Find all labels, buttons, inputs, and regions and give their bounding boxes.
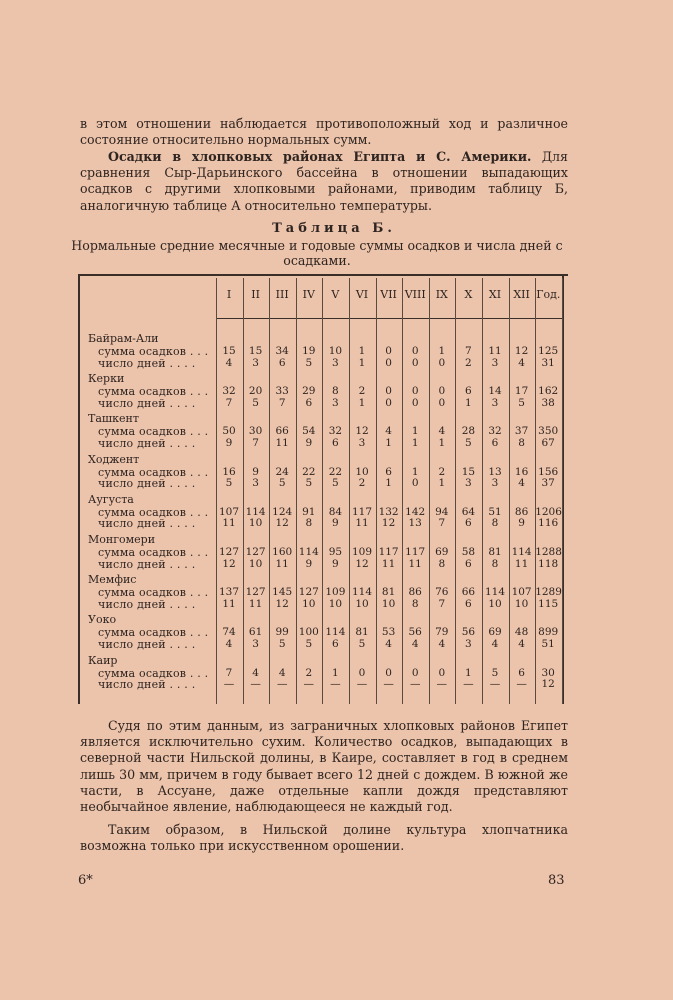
table-left-rule [78,274,80,704]
column-header: VIII [404,288,426,301]
row-label-days: число дней . . . . [98,356,196,370]
table-cell: 10 [355,597,369,610]
table-cell: 32 [328,425,343,438]
table-cell: 0 [385,356,392,369]
station-name: Мемфис [88,573,137,587]
table-cell: 7 [278,396,286,409]
table-cell: 9 [305,557,313,570]
table-title: Таблица Б. [272,221,396,236]
table-cell: 56 [408,626,422,639]
table-cell: 3 [465,637,472,650]
table-cell: 1 [411,436,419,449]
table-cell: — [516,678,527,691]
table-cell: 117 [405,546,426,558]
table-cell: 3 [465,477,472,490]
table-cell: 4 [385,637,392,650]
table-cell: 0 [438,666,446,679]
column-header: V [331,288,340,301]
table-cell: 127 [245,546,266,558]
table-cell: 2 [465,356,472,369]
row-label-days: число дней . . . . [98,637,196,651]
column-header: X [464,288,473,301]
station-name: Байрам-Али [88,332,159,345]
table-cell: 3 [491,356,499,369]
station-name: Монгомери [88,533,156,546]
table-cell: 12 [514,345,529,357]
table-cell: 32 [488,425,502,438]
table-cell: 9 [332,557,339,570]
table-cell: 17 [514,385,529,398]
table-cell: 9 [252,465,259,478]
table-cell: 0 [385,396,392,409]
table-cell: 1 [438,477,446,490]
table-cell: 28 [461,425,476,438]
table-cell: 114 [298,546,319,558]
table-cell: — [463,678,474,691]
table-cell: 115 [538,597,559,610]
table-cell: 12 [222,557,236,570]
table-cell: 95 [328,546,343,558]
row-label-sum: сумма осадков . . . [98,546,209,559]
table-cell: 12 [275,517,289,530]
table-cell: 107 [218,505,240,518]
table-cell: 6 [465,385,472,398]
table-cell: 11 [248,597,263,610]
table-cell: 1 [385,436,392,449]
table-cell: 5 [252,396,259,409]
table-cell: 899 [538,626,559,639]
row-label-days: число дней . . . . [98,517,196,531]
table-cell: 124 [272,505,293,518]
table-cell: 0 [411,666,419,679]
table-cell: 4 [225,637,233,650]
table-cell: 2 [358,385,366,398]
table-cell: 22 [302,465,316,478]
table-cell: 11 [514,557,529,570]
table-cell: 11 [275,557,289,570]
column-header: XII [513,288,530,301]
table-cell: 0 [438,385,446,398]
table-caption: Нормальные средние месячные и годовые суммы осадков и числа дней с осадками. [71,238,563,268]
table-cell: 127 [298,586,319,599]
table-cell: 7 [438,597,446,610]
table-cell: 67 [541,436,555,449]
table-cell: 14 [488,385,502,398]
table-cell: 1 [358,356,366,369]
table-cell: — [383,678,394,691]
table-cell: 86 [408,586,422,599]
column-header: IX [435,288,448,301]
table-cell: 10 [381,597,396,610]
table-cell: 1 [465,666,472,679]
table-cell: 12 [275,597,289,610]
table-cell: 8 [438,557,446,570]
table-cell: 6 [278,356,286,369]
table-cell: 10 [328,345,343,357]
table-cell: 0 [385,345,392,357]
table-cell: 137 [218,586,240,599]
table-cell: 84 [328,505,343,518]
table-cell: 3 [252,477,259,490]
table-cell: 81 [355,626,369,639]
table-cell: 125 [538,345,559,357]
conclusion-paragraph: Судя по этим данным, из заграничных хлопковых районов Египет является исключительно сухим. Количество осадков, выпадающих в северной части Нильской долины, в Каире, составляет в год в среднем лишь 30 мм, причем в году бывает всего 12 дней с дождем. В южной же части, в Ассуане, даже отдельные капли дождя представляют необычайное явление, наблюдающееся не каждый год. [80,718,568,815]
table-cell: 6 [491,436,499,449]
table-cell: 61 [248,626,263,639]
table-cell: 50 [222,425,236,438]
table-cell: — [276,678,288,691]
table-cell: 12 [355,557,369,570]
table-cell: 64 [461,505,476,518]
column-header: III [275,288,289,301]
table-cell: 11 [355,517,369,530]
table-cell: 4 [518,637,525,650]
table-cell: 1 [332,666,339,679]
table-cell: 58 [461,546,476,558]
table-cell: 7 [465,345,472,357]
table-cell: — [356,678,368,691]
table-cell: 5 [305,637,313,650]
table-cell: 8 [518,436,525,449]
table-cell: 3 [332,356,339,369]
table-cell: 3 [491,477,499,490]
table-cell: 4 [518,477,525,490]
table-cell: 10 [302,597,316,610]
table-cell: 76 [435,586,449,599]
table-cell: 1288 [535,546,562,558]
table-cell: 5 [518,396,525,409]
table-cell: 117 [378,546,399,558]
table-cell: 0 [438,396,446,409]
table-cell: 32 [222,385,236,398]
table-cell: 1 [411,425,419,438]
table-cell: 7 [438,517,446,530]
table-cell: 69 [435,546,449,558]
column-header: I [226,288,232,301]
table-cell: 127 [218,546,240,558]
table-cell: 7 [252,436,259,449]
table-cell: 1 [438,345,446,357]
table-cell: 8 [491,517,499,530]
column-header: Год. [536,288,561,301]
section-heading: Осадки в хлопковых районах Египта и С. Америки. [108,149,532,164]
table-cell: 6 [465,597,472,610]
row-label-sum: сумма осадков . . . [98,666,209,680]
table-cell: 51 [488,505,502,518]
row-label-sum: сумма осадков . . . [98,626,209,640]
table-cell: 81 [488,546,502,558]
table-cell: 8 [332,385,339,398]
station-name: Уоко [88,613,117,627]
table-cell: 1 [411,465,419,478]
table-cell: 1 [438,436,446,449]
table-cell: 127 [245,586,266,599]
table-cell: 114 [245,505,266,518]
table-header-rule [216,318,562,319]
table-cell: 20 [248,385,263,398]
table-cell: 66 [461,586,476,599]
table-cell: 4 [278,666,286,679]
station-name: Каир [88,653,118,667]
table-cell: 37 [541,477,555,490]
table-cell: 6 [518,666,525,679]
column-header: VII [380,288,397,301]
station-name: Керки [88,372,125,386]
table-cell: 2 [305,666,313,679]
table-cell: 22 [328,465,343,478]
page-number: 83 [548,873,565,888]
station-name: Ходжент [88,452,140,466]
table-cell: 1206 [535,505,562,518]
table-cell: 16 [514,465,529,478]
table-cell: 0 [438,356,446,369]
table-cell: 4 [518,356,525,369]
table-cell: 2 [438,465,446,478]
table-cell: 33 [275,385,289,398]
table-cell: 9 [518,517,525,530]
table-cell: 114 [351,586,373,599]
table-cell: 12 [541,678,555,691]
column-header: IV [302,288,315,301]
table-cell: 0 [411,356,419,369]
table-cell: 10 [248,517,263,530]
table-cell: 160 [272,546,293,558]
table-cell: 79 [435,626,449,639]
table-cell: 3 [252,356,259,369]
table-cell: 0 [411,385,419,398]
table-cell: 94 [435,505,449,518]
table-cell: 4 [225,356,233,369]
table-cell: 11 [408,557,422,570]
table-cell: 117 [351,505,373,518]
table-cell: 11 [222,597,236,610]
table-cell: 1 [358,345,366,357]
row-label-sum: сумма осадков . . . [98,345,209,358]
table-cell: 86 [514,505,529,518]
table-cell: 1 [358,396,366,409]
row-label-days: число дней . . . . [98,678,196,692]
column-divider [562,278,563,704]
table-cell: 38 [541,396,555,409]
row-label-sum: сумма осадков . . . [98,505,209,519]
table-cell: 6 [465,517,472,530]
table-cell: 0 [411,396,419,409]
table-cell: 10 [514,597,529,610]
table-cell: 350 [538,425,559,438]
table-cell: 3 [332,396,339,409]
table-cell: 12 [355,425,369,438]
table-cell: 5 [465,436,472,449]
table-cell: 6 [332,637,339,650]
table-cell: 8 [491,557,499,570]
table-cell: 56 [461,626,476,639]
table-cell: 4 [438,425,446,438]
table-cell: 5 [278,637,286,650]
table-cell: 5 [358,637,366,650]
row-label-sum: сумма осадков . . . [98,586,209,600]
table-cell: 31 [541,356,555,369]
row-label-days: число дней . . . . [98,597,196,611]
table-cell: 118 [538,557,559,570]
table-cell: 69 [488,626,502,639]
table-cell: — [330,678,341,691]
table-cell: 10 [328,597,343,610]
table-cell: 1289 [535,586,562,599]
table-cell: 81 [381,586,396,599]
table-cell: 15 [222,345,236,357]
table-cell: 6 [465,557,472,570]
column-header: VI [355,288,369,301]
table-cell: 107 [511,586,532,599]
table-cell: 53 [381,626,396,639]
table-cell: 9 [305,436,313,449]
table-cell: 0 [385,385,392,398]
table-cell: 4 [252,666,259,679]
section-paragraph [80,149,568,214]
precipitation-table [78,274,564,704]
table-cell: 16 [222,465,236,478]
table-cell: 12 [381,517,396,530]
table-cell: 4 [438,637,446,650]
column-header: XI [488,288,502,301]
table-cell: 114 [325,626,346,639]
table-cell: 4 [491,637,499,650]
table-cell: 99 [275,626,289,639]
table-cell: — [489,678,501,691]
table-cell: 0 [385,666,392,679]
table-cell: 0 [411,345,419,357]
table-cell: 30 [248,425,263,438]
table-cell: — [303,678,315,691]
table-cell: — [223,678,235,691]
table-cell: 132 [378,505,399,518]
table-cell: 4 [411,637,419,650]
table-cell: 15 [248,345,263,357]
table-cell: 29 [302,385,316,398]
row-label-sum: сумма осадков . . . [98,425,209,439]
table-cell: 0 [358,666,366,679]
table-cell: 13 [408,517,422,530]
final-paragraph: Таким образом, в Нильской долине культура хлопчатника возможна только при искусственном орошении. [80,822,568,854]
table-cell: 2 [358,477,366,490]
row-label-days: число дней . . . . [98,557,196,571]
table-cell: 10 [355,465,369,478]
table-cell: 5 [491,666,499,679]
column-header: II [251,288,260,301]
table-cell: — [436,678,448,691]
table-cell: 13 [488,465,502,478]
row-label-days: число дней . . . . [98,396,196,410]
table-cell: 5 [305,356,313,369]
row-label-days: число дней . . . . [98,436,196,450]
table-cell: 1 [465,396,472,409]
table-cell: 37 [514,425,529,438]
table-cell: 0 [411,477,419,490]
table-cell: 9 [225,436,233,449]
table-cell: 7 [225,396,233,409]
section-text: Для сравнения Сыр-Дарьинского бассейна в отношении выпадающих осадков с другими хлопковыми районами, приводим таблицу Б, аналогичную таблице А относительно температуры. [80,149,568,213]
table-cell: 51 [541,637,555,650]
table-cell: 142 [405,505,426,518]
station-name: Ташкент [88,412,139,426]
signature-mark: 6* [78,873,93,888]
table-cell: 162 [538,385,559,398]
table-cell: 6 [332,436,339,449]
table-cell: 10 [488,597,502,610]
row-label-sum: сумма осадков . . . [98,465,209,479]
table-cell: 9 [332,517,339,530]
table-cell: 54 [302,425,316,438]
table-cell: 5 [332,477,339,490]
table-cell: 66 [275,425,289,438]
table-cell: 116 [538,517,559,530]
table-cell: 15 [461,465,476,478]
table-cell: 1 [385,477,392,490]
table-cell: 11 [488,345,502,357]
table-cell: — [409,678,421,691]
table-cell: 7 [225,666,233,679]
table-cell: 8 [305,517,313,530]
table-cell: 5 [278,477,286,490]
station-name: Аугуста [88,492,134,506]
table-cell: 11 [275,436,289,449]
table-cell: 24 [275,465,289,478]
row-label-days: число дней . . . . [98,477,196,491]
table-cell: 114 [484,586,506,599]
table-top-rule [78,274,568,276]
table-cell: 3 [491,396,499,409]
table-cell: 11 [381,557,396,570]
table-cell: 6 [385,465,392,478]
table-cell: 114 [511,546,532,558]
table-cell: 10 [248,557,263,570]
table-cell: 100 [298,626,319,639]
table-cell: 19 [302,345,316,357]
table-cell: 48 [514,626,529,639]
table-cell: 4 [385,425,392,438]
table-cell: 5 [225,477,233,490]
table-cell: 109 [325,586,346,599]
row-label-sum: сумма осадков . . . [98,385,209,399]
table-cell: 5 [305,477,313,490]
table-cell: 11 [222,517,236,530]
table-cell: 3 [358,436,366,449]
table-cell: 6 [305,396,313,409]
table-cell: 109 [351,546,373,558]
table-cell: 3 [252,637,259,650]
table-cell: 145 [272,586,293,599]
table-cell: — [250,678,261,691]
table-cell: 8 [411,597,419,610]
table-cell: 34 [275,345,289,357]
table-cell: 91 [302,505,316,518]
table-cell: 156 [538,465,559,478]
top-paragraph: в этом отношении наблюдается противоположный ход и различное состояние относительно нормальных сумм. [80,116,568,148]
table-cell: 74 [222,626,236,639]
table-cell: 30 [541,666,555,679]
